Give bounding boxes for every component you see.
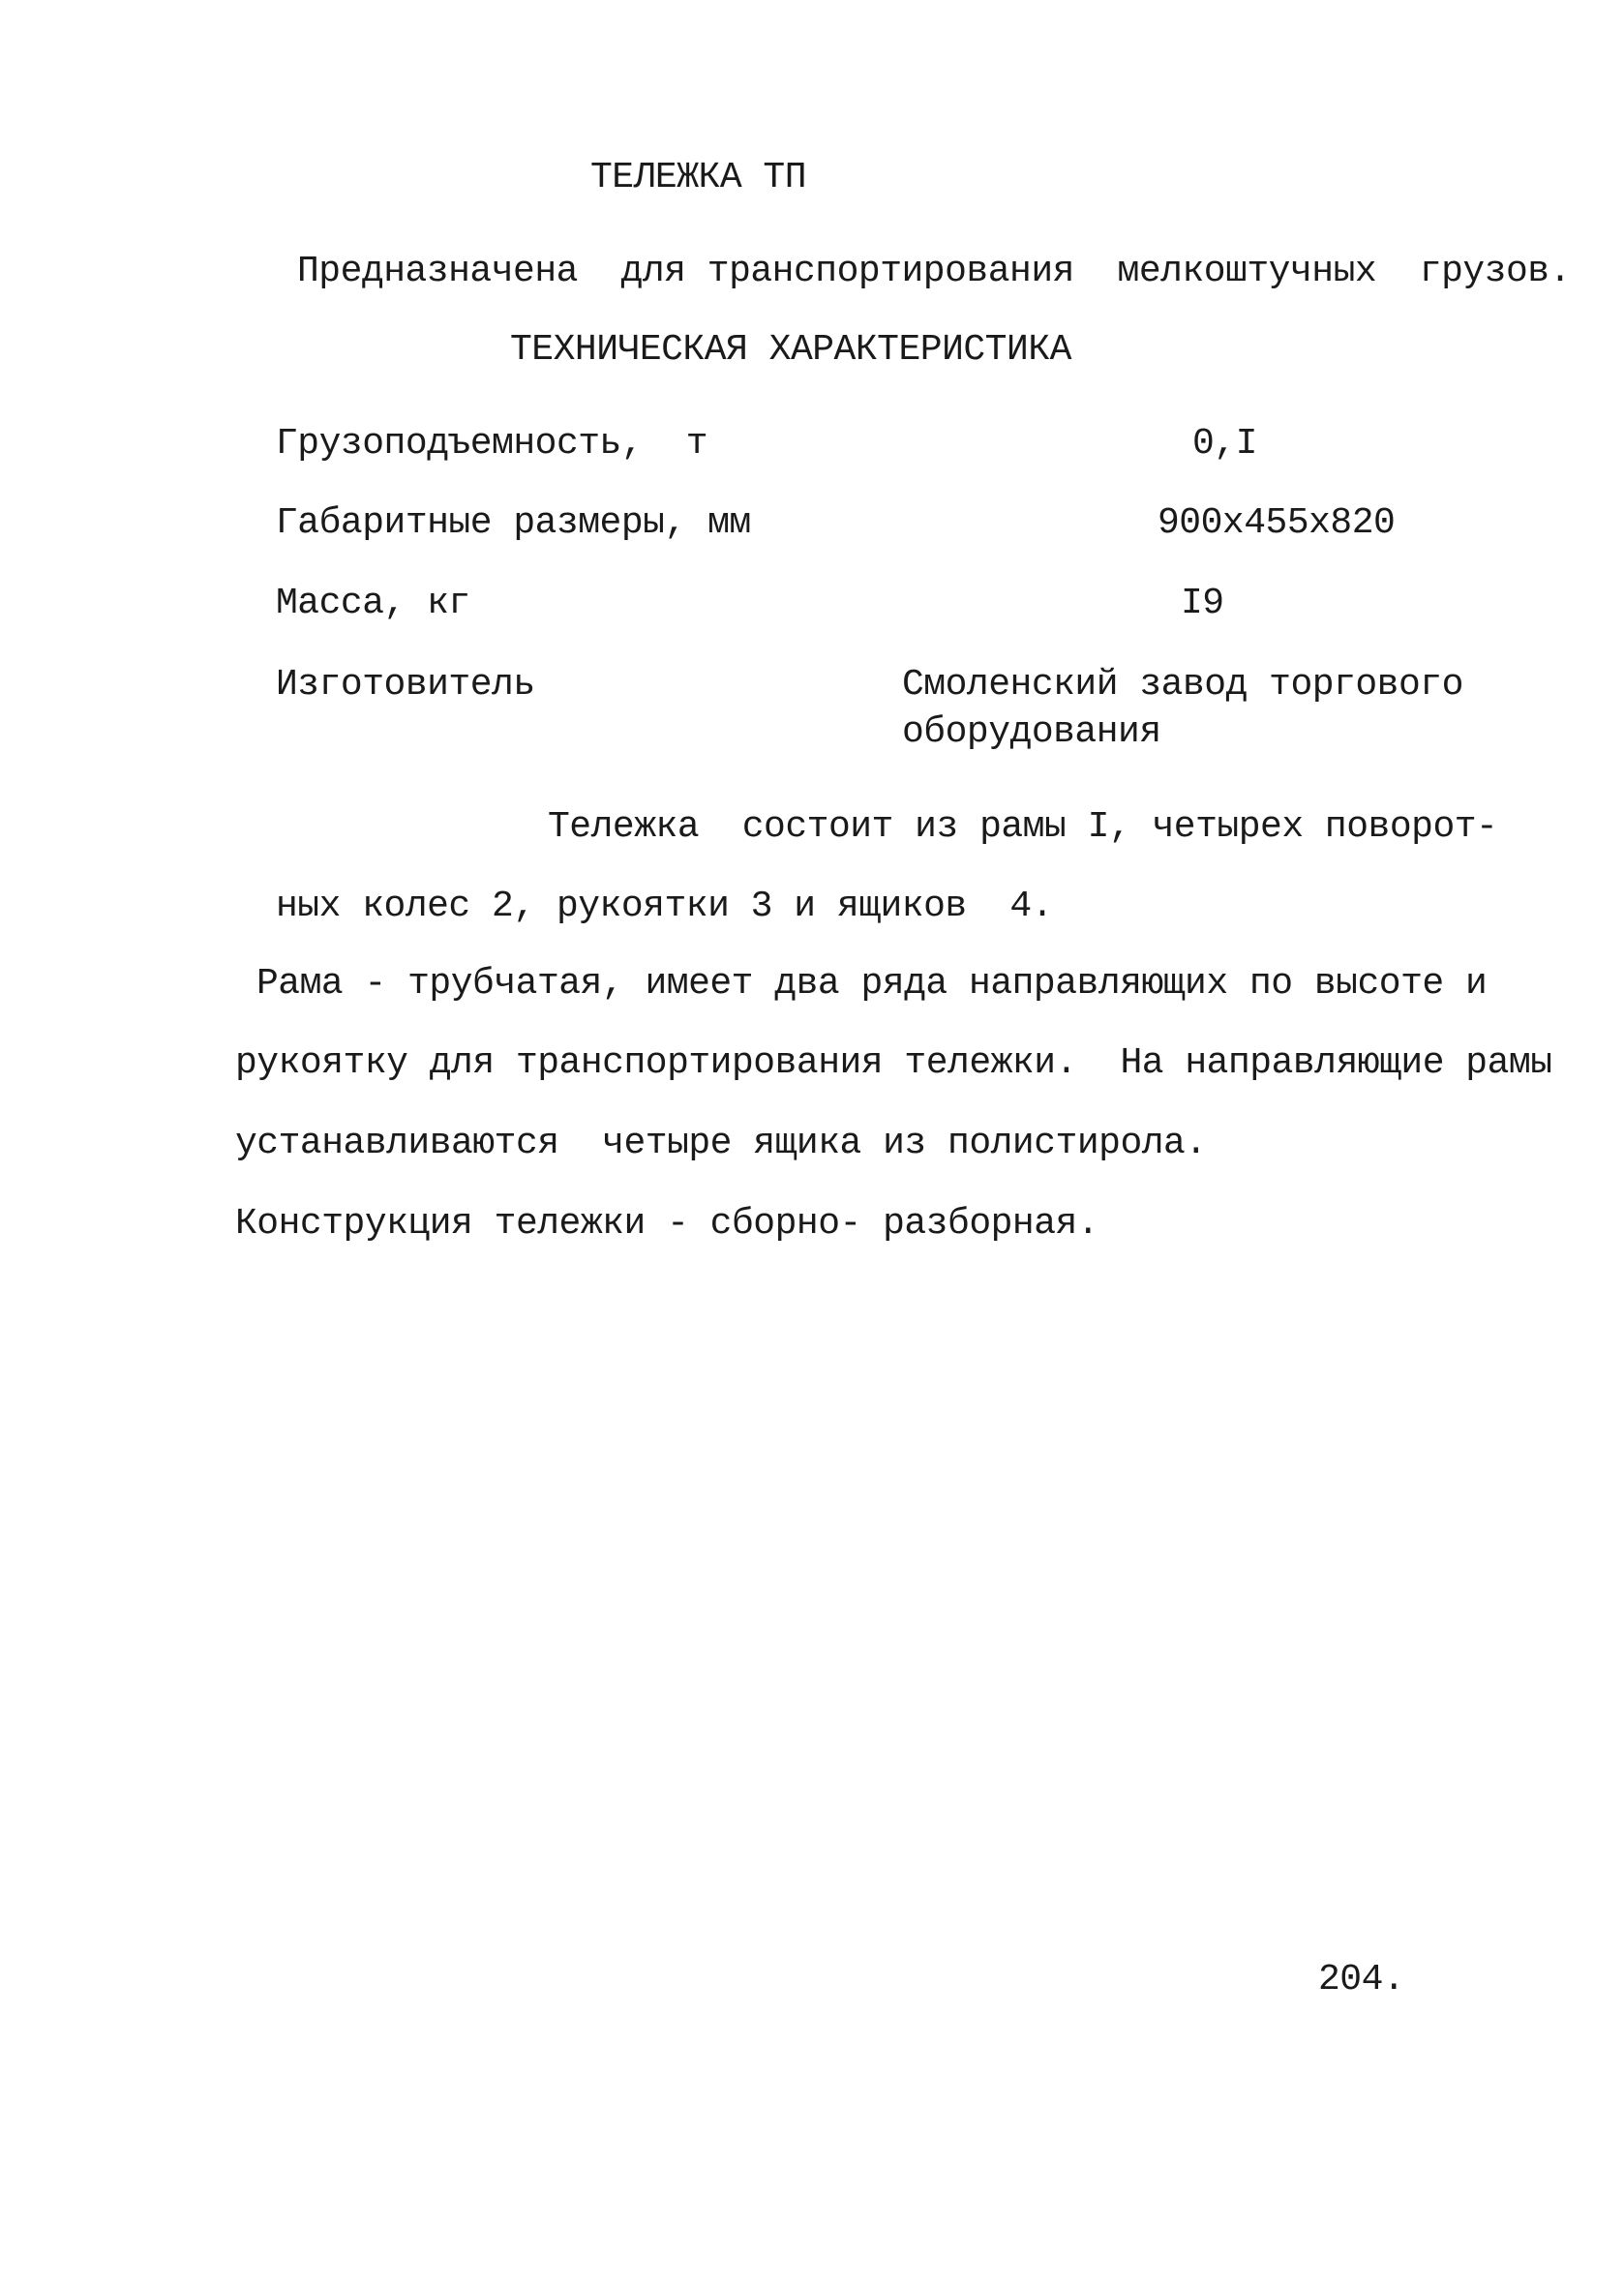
body-line: Рама - трубчатая, имеет два ряда направляющих по высоте и (256, 963, 1488, 1005)
spec-value-dimensions: 900х455х820 (1158, 502, 1396, 544)
spec-label-mass: Масса, кг (276, 583, 470, 624)
body-line: устанавливаются четыре ящика из полистирола. (235, 1123, 1207, 1164)
body-line: Тележка состоит из рамы I, четырех поворот- (548, 806, 1498, 848)
body-line: Конструкция тележки - сборно- разборная. (235, 1203, 1099, 1245)
spec-value-mass: I9 (1181, 583, 1224, 624)
spec-label-capacity: Грузоподъемность, т (276, 423, 708, 465)
spec-label-dimensions: Габаритные размеры, мм (276, 502, 751, 544)
page-number: 204. (1318, 1959, 1405, 2000)
spec-value-manufacturer-line2: оборудования (902, 711, 1161, 753)
section-heading: ТЕХНИЧЕСКАЯ ХАРАКТЕРИСТИКА (510, 329, 1071, 371)
document-title: ТЕЛЕЖКА ТП (590, 157, 807, 198)
spec-label-manufacturer: Изготовитель (276, 664, 535, 706)
body-line: ных колес 2, рукоятки 3 и ящиков 4. (276, 886, 1053, 927)
spec-value-manufacturer: Смоленский завод торгового (902, 664, 1463, 706)
spec-value-capacity: 0,I (1192, 423, 1257, 465)
purpose-statement: Предназначена для транспортирования мелкоштучных грузов. (297, 251, 1571, 292)
body-line: рукоятку для транспортирования тележки. На направляющие рамы (235, 1042, 1552, 1084)
